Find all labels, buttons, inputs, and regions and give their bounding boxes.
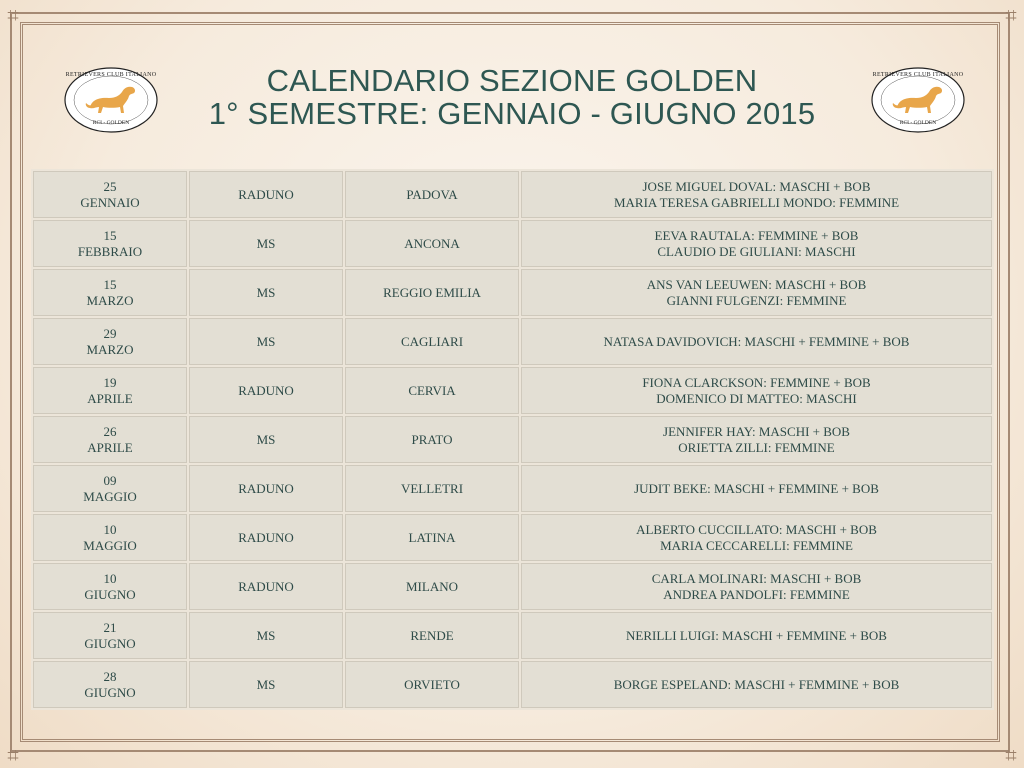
event-day: 15 [103, 276, 117, 292]
event-month: GIUGNO [84, 635, 136, 651]
judge-assignment: ALBERTO CUCCILLATO: MASCHI + BOB [636, 521, 877, 537]
date-cell [33, 269, 187, 316]
event-day: 19 [103, 374, 117, 390]
event-day: 26 [103, 423, 117, 439]
event-month: APRILE [87, 439, 133, 455]
event-month: APRILE [87, 390, 133, 406]
table-row [33, 563, 992, 610]
event-month: MARZO [86, 341, 134, 357]
title-line-1: CALENDARIO SEZIONE GOLDEN [266, 63, 758, 98]
event-type-cell: RADUNO [189, 563, 343, 610]
judges-cell [521, 563, 992, 610]
event-city-cell: VELLETRI [345, 465, 519, 512]
event-type-cell: MS [189, 416, 343, 463]
event-month: GIUGNO [84, 586, 136, 602]
date-cell [33, 514, 187, 561]
event-type-cell: MS [189, 612, 343, 659]
event-type-cell: RADUNO [189, 465, 343, 512]
event-month: GENNAIO [80, 194, 140, 210]
logo-bottom-text: RCI - GOLDEN [92, 120, 130, 126]
table-row [33, 465, 992, 512]
judge-assignment: JOSE MIGUEL DOVAL: MASCHI + BOB [642, 178, 871, 194]
table-row [33, 661, 992, 708]
page-title [160, 64, 864, 130]
date-cell [33, 612, 187, 659]
date-cell [33, 465, 187, 512]
judge-assignment: JENNIFER HAY: MASCHI + BOB [663, 423, 850, 439]
judges-cell [521, 465, 992, 512]
event-type-cell: RADUNO [189, 171, 343, 218]
event-day: 28 [103, 668, 117, 684]
date-cell [33, 171, 187, 218]
event-month: MARZO [86, 292, 134, 308]
date-cell [33, 661, 187, 708]
event-day: 15 [103, 227, 117, 243]
calendar-body [33, 171, 992, 708]
judges-cell [521, 171, 992, 218]
judge-assignment: ANDREA PANDOLFI: FEMMINE [663, 586, 850, 602]
event-month: GIUGNO [84, 684, 136, 700]
title-line-2: 1° SEMESTRE: GENNAIO - GIUGNO 2015 [208, 96, 816, 131]
judge-assignment: ORIETTA ZILLI: FEMMINE [678, 439, 835, 455]
corner-ornament-icon: ⌗ [1005, 743, 1017, 767]
judge-assignment: GIANNI FULGENZI: FEMMINE [666, 292, 847, 308]
event-city-cell: PRATO [345, 416, 519, 463]
event-city-cell: LATINA [345, 514, 519, 561]
judges-cell [521, 661, 992, 708]
event-city-cell: MILANO [345, 563, 519, 610]
event-month: MAGGIO [83, 537, 137, 553]
judges-cell [521, 318, 992, 365]
table-row [33, 269, 992, 316]
event-day: 21 [103, 619, 117, 635]
date-cell [33, 318, 187, 365]
judges-cell [521, 612, 992, 659]
table-row [33, 612, 992, 659]
calendar-table [31, 169, 994, 710]
event-day: 10 [103, 570, 117, 586]
table-row [33, 220, 992, 267]
logo-top-text: RETRIEVERS CLUB ITALIANO [65, 72, 157, 78]
date-cell [33, 416, 187, 463]
event-city-cell: ANCONA [345, 220, 519, 267]
event-month: FEBBRAIO [77, 243, 143, 259]
event-month: MAGGIO [83, 488, 137, 504]
event-day: 29 [103, 325, 117, 341]
event-city-cell: RENDE [345, 612, 519, 659]
judge-assignment: CLAUDIO DE GIULIANI: MASCHI [657, 243, 856, 259]
event-city-cell: ORVIETO [345, 661, 519, 708]
judge-assignment: FIONA CLARCKSON: FEMMINE + BOB [642, 374, 871, 390]
event-type-cell: MS [189, 220, 343, 267]
event-type-cell: MS [189, 269, 343, 316]
event-day: 25 [103, 178, 117, 194]
judges-cell [521, 416, 992, 463]
event-type-cell: MS [189, 318, 343, 365]
judge-assignment: DOMENICO DI MATTEO: MASCHI [656, 390, 857, 406]
judges-cell [521, 220, 992, 267]
date-cell [33, 563, 187, 610]
judge-assignment: NATASA DAVIDOVICH: MASCHI + FEMMINE + BOB [603, 333, 910, 349]
logo-top-text: RETRIEVERS CLUB ITALIANO [872, 72, 964, 78]
judges-cell [521, 514, 992, 561]
rci-golden-logo [63, 66, 159, 134]
table-row [33, 514, 992, 561]
judge-assignment: NERILLI LUIGI: MASCHI + FEMMINE + BOB [626, 627, 887, 643]
event-city-cell: CAGLIARI [345, 318, 519, 365]
table-row [33, 318, 992, 365]
judge-assignment: MARIA TERESA GABRIELLI MONDO: FEMMINE [613, 194, 900, 210]
judges-cell [521, 269, 992, 316]
table-row [33, 416, 992, 463]
judge-assignment: EEVA RAUTALA: FEMMINE + BOB [654, 227, 859, 243]
event-type-cell: MS [189, 661, 343, 708]
event-city-cell: REGGIO EMILIA [345, 269, 519, 316]
date-cell [33, 220, 187, 267]
event-day: 09 [103, 472, 117, 488]
judge-assignment: BORGE ESPELAND: MASCHI + FEMMINE + BOB [613, 676, 900, 692]
corner-ornament-icon: ⌗ [1005, 3, 1017, 27]
event-type-cell: RADUNO [189, 514, 343, 561]
event-day: 10 [103, 521, 117, 537]
judge-assignment: CARLA MOLINARI: MASCHI + BOB [651, 570, 862, 586]
corner-ornament-icon: ⌗ [7, 743, 19, 767]
table-row [33, 367, 992, 414]
date-cell [33, 367, 187, 414]
judges-cell [521, 367, 992, 414]
event-type-cell: RADUNO [189, 367, 343, 414]
event-city-cell: PADOVA [345, 171, 519, 218]
judge-assignment: MARIA CECCARELLI: FEMMINE [660, 537, 853, 553]
event-city-cell: CERVIA [345, 367, 519, 414]
judge-assignment: JUDIT BEKE: MASCHI + FEMMINE + BOB [634, 480, 879, 496]
table-row [33, 171, 992, 218]
corner-ornament-icon: ⌗ [7, 3, 19, 27]
rci-golden-logo [870, 66, 966, 134]
judge-assignment: ANS VAN LEEUWEN: MASCHI + BOB [646, 276, 867, 292]
logo-bottom-text: RCI - GOLDEN [899, 120, 937, 126]
